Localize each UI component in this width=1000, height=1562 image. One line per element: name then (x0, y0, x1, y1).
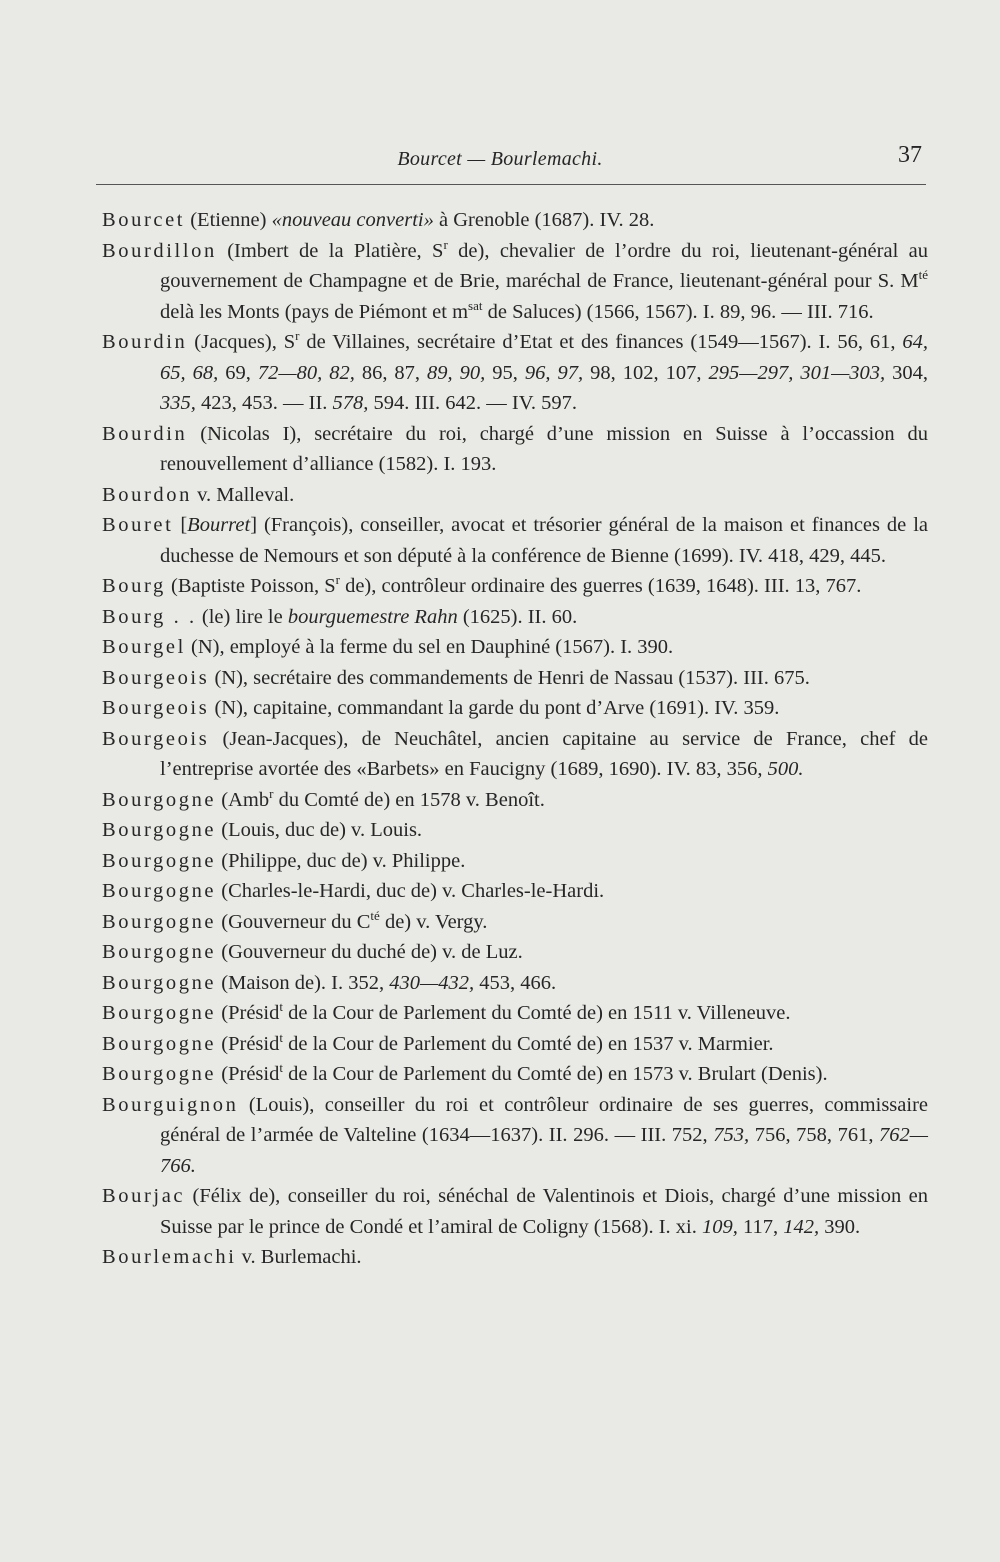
italic-reference: 64, 65, 68, (160, 331, 929, 384)
entry-text: (1625). II. 60. (457, 605, 578, 628)
entry-text: v. Malleval. (191, 483, 295, 506)
entry-headword: Bourdillon (102, 239, 217, 262)
superscript-abbrev: r (335, 572, 340, 587)
entry-text: (le) lire le (196, 605, 288, 628)
italic-reference: 142, (783, 1215, 820, 1238)
entry-headword: Bourgeois (102, 697, 210, 719)
index-entry (102, 724, 928, 785)
entry-text: 95, (485, 361, 525, 384)
entry-text: (N), secrétaire des commandements de Henri de Nassau (1537). III. 675. (209, 666, 810, 689)
italic-reference: 578, (332, 392, 369, 414)
entry-text: de la Cour de Parlement du Comté de) en 1511 v. Villeneuve. (282, 1002, 791, 1024)
superscript-abbrev: té (918, 267, 928, 282)
running-header (0, 142, 1000, 182)
superscript-abbrev: r (443, 236, 448, 252)
entry-text: 390. (819, 1215, 861, 1238)
entry-text: (Félix de), conseiller du roi, sénéchal de Valentinois et Diois, chargé d’une mission en Suisse par le prince de Condé et l’amiral de Coligny (1568). I. xi. (160, 1185, 928, 1238)
italic-reference: 72—80, 82, (257, 361, 355, 384)
entry-text: (Louis), conseiller du roi et contrôleur ordinaire de ses guerres, commissaire général de l’armée de Valteline (1634—1637). II. 296. — III. 752, (160, 1093, 928, 1146)
entry-headword: Bourgogne (102, 1063, 217, 1085)
entry-text: 423, 453. — II. (195, 392, 333, 414)
entry-text: (Maison de). I. 352, (216, 971, 390, 994)
index-entry (102, 937, 928, 968)
entry-headword: Bourg (102, 575, 166, 597)
entry-text: (Baptiste Poisson, S (165, 575, 336, 597)
entry-text: (N), capitaine, commandant la garde du pont d’Arve (1691). IV. 359. (209, 697, 780, 719)
italic-reference: 500. (767, 758, 804, 780)
entry-headword: Bourgogne (102, 880, 217, 902)
entry-text: (Nicolas I), secrétaire du roi, chargé d’une mission en Suisse à l’occassion du renouvellement d’alliance (1582). I. 193. (160, 422, 928, 475)
entry-text: 69, (218, 361, 258, 384)
entry-text: (Jacques), S (187, 331, 296, 353)
entry-headword: Bouret (102, 514, 174, 536)
entry-headword: Bourgel (102, 636, 186, 658)
superscript-abbrev: r (269, 785, 274, 801)
header-rule (96, 184, 926, 185)
entry-text: de), contrôleur ordinaire des guerres (1639, 1648). III. 13, 767. (339, 575, 862, 597)
superscript-abbrev: t (279, 999, 283, 1014)
entry-text: à Grenoble (1687). IV. 28. (433, 209, 655, 231)
index-entry (102, 1059, 928, 1090)
entry-headword: Bourg . . (102, 605, 197, 628)
entry-headword: Bourdin (102, 422, 188, 445)
entry-text: de), chevalier de l’ordre du roi, lieutenant-général au gouvernement de Champagne et de Brie, maréchal de France, lieutenant-général pour S. M (160, 239, 928, 292)
entry-headword: Bourjac (102, 1185, 186, 1207)
entry-text: (Gouverneur du duché de) v. de Luz. (216, 941, 523, 963)
entry-text: (Philippe, duc de) v. Philippe. (216, 849, 466, 872)
italic-reference: 753, (713, 1124, 750, 1146)
entry-headword: Bourgeois (102, 727, 210, 750)
index-entry (102, 663, 928, 694)
entry-headword: Bourdon (102, 483, 192, 506)
entry-text: (N), employé à la ferme du sel en Dauphiné (1567). I. 390. (185, 636, 674, 658)
italic-reference: «nouveau converti» (271, 209, 434, 231)
entry-text: (Etienne) (185, 209, 272, 231)
entry-text: de la Cour de Parlement du Comté de) en 1573 v. Brulart (Denis). (282, 1063, 828, 1085)
entry-text: de Villaines, secrétaire d’Etat et des finances (1549—1567). I. 56, 61, (299, 331, 903, 353)
index-entry (102, 1242, 928, 1273)
index-entry (102, 846, 928, 877)
italic-reference: Bourret (187, 514, 251, 536)
entry-headword: Bourgeois (102, 666, 210, 689)
entry-text: 594. III. 642. — IV. 597. (368, 392, 577, 414)
entry-text: de la Cour de Parlement du Comté de) en 1537 v. Marmier. (282, 1032, 774, 1055)
italic-reference: 430—432, (389, 971, 475, 994)
superscript-abbrev: r (295, 328, 300, 343)
entry-headword: Bourgogne (102, 849, 217, 872)
entry-headword: Bourgogne (102, 819, 217, 841)
index-entry (102, 1090, 928, 1182)
index-entry (102, 1029, 928, 1060)
index-entry (102, 510, 928, 571)
entry-headword: Bourgogne (102, 1032, 217, 1055)
index-entry (102, 693, 928, 724)
index-entry (102, 815, 928, 846)
running-title: Bourcet — Bourlemachi. (397, 148, 603, 170)
entry-text: (Présid (216, 1032, 280, 1055)
index-entry (102, 571, 928, 602)
entry-text: (Louis, duc de) v. Louis. (216, 819, 423, 841)
entry-text: (Imbert de la Platière, S (216, 239, 444, 262)
italic-reference: 89, 90, (427, 361, 486, 384)
entry-text: delà les Monts (pays de Piémont et m (160, 300, 469, 323)
index-entry (102, 602, 928, 633)
entry-text: (Jean-Jacques), de Neuchâtel, ancien capitaine au service de France, chef de l’entreprise avortée des «Barbets» en Faucigny (1689, 1690). IV. 83, 356, (160, 727, 928, 780)
entry-headword: Bourcet (102, 209, 186, 231)
entry-headword: Bourgogne (102, 1002, 217, 1024)
italic-reference: 335, (160, 392, 196, 414)
index-entry (102, 327, 928, 419)
entry-text: 98, 102, 107, (583, 361, 709, 384)
italic-reference: 295—297, 301—303, (708, 361, 886, 384)
entry-text: (Présid (216, 1002, 280, 1024)
italic-reference: bourguemestre Rahn (287, 605, 458, 628)
entry-headword: Bourgogne (102, 941, 217, 963)
entry-text: du Comté de) en 1578 v. Benoît. (273, 788, 545, 811)
entry-text: 453, 466. (474, 971, 557, 994)
entry-text: (Gouverneur du C (216, 910, 371, 933)
superscript-abbrev: t (279, 1029, 283, 1045)
entry-text: 117, (737, 1215, 784, 1238)
index-entry (102, 998, 928, 1029)
index-entries (102, 205, 928, 1273)
index-entry (102, 632, 928, 663)
index-entry (102, 480, 928, 511)
entry-headword: Bourguignon (102, 1093, 239, 1116)
index-entry (102, 236, 928, 328)
index-entry (102, 907, 928, 938)
entry-text: ] (François), conseiller, avocat et trésorier général de la maison et finances de la duchesse de Nemours et son député à la conférence de Bienne (1699). IV. 418, 429, 445. (160, 514, 928, 567)
superscript-abbrev: té (370, 907, 380, 923)
entry-headword: Bourgogne (102, 788, 217, 811)
entry-text: v. Burlemachi. (236, 1246, 362, 1268)
index-entry (102, 419, 928, 480)
italic-reference: 109, (701, 1215, 738, 1238)
index-entry (102, 785, 928, 816)
entry-text: 756, 758, 761, (749, 1124, 880, 1146)
italic-reference: 96, 97, (524, 361, 584, 384)
entry-headword: Bourgogne (102, 971, 217, 994)
entry-text: 304, (885, 361, 929, 384)
entry-text: (Présid (216, 1063, 280, 1085)
entry-text: 86, 87, (354, 361, 428, 384)
superscript-abbrev: t (279, 1060, 283, 1075)
entry-text: (Amb (216, 788, 270, 811)
entry-headword: Bourlemachi (102, 1246, 237, 1268)
italic-reference: 762—766. (160, 1124, 929, 1177)
entry-headword: Bourdin (102, 331, 188, 353)
entry-text: (Charles-le-Hardi, duc de) v. Charles-le-Hardi. (216, 880, 605, 902)
index-entry (102, 968, 928, 999)
index-entry (102, 876, 928, 907)
page-number: 37 (898, 142, 922, 168)
entry-text: [ (173, 514, 188, 536)
entry-headword: Bourgogne (102, 910, 217, 933)
entry-text: de) v. Vergy. (379, 910, 488, 933)
superscript-abbrev: sat (468, 297, 483, 313)
index-entry (102, 1181, 928, 1242)
entry-text: de Saluces) (1566, 1567). I. 89, 96. — III. 716. (482, 300, 874, 323)
index-entry (102, 205, 928, 236)
